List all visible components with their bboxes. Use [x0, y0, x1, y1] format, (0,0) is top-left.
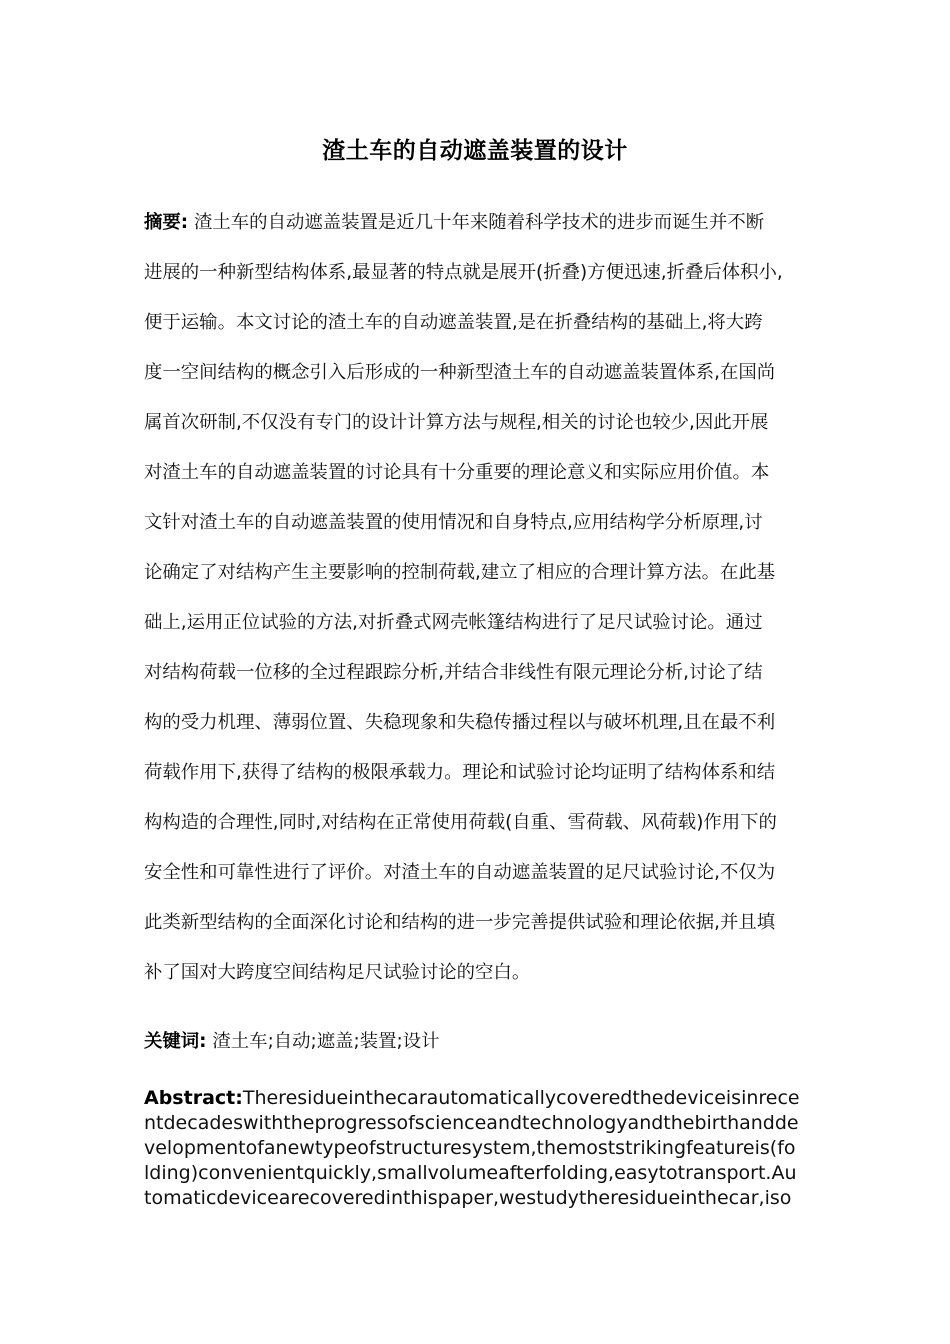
abstract-cn-line: 属首次研制,不仅没有专门的设计计算方法与规程,相关的讨论也较少,因此开展 — [144, 412, 769, 433]
abstract-cn-line: 对结构荷载一位移的全过程跟踪分析,并结合非线性有限元理论分析,讨论了结 — [144, 662, 763, 683]
abstract-en — [144, 1086, 814, 1211]
abstract-cn-line: 度一空间结构的概念引入后形成的一种新型渣土车的自动遮盖装置体系,在国尚 — [144, 362, 776, 383]
keywords — [144, 1024, 810, 1060]
abstract-en-text: Theresidueinthecarautomaticallycoveredthedeviceisinrece — [242, 1087, 800, 1109]
abstract-cn-line: 论确定了对结构产生主要影响的控制荷载,建立了相应的合理计算方法。在此基 — [144, 562, 776, 583]
abstract-cn-line: 安全性和可靠性进行了评价。对渣土车的自动遮盖装置的足尺试验讨论,不仅为 — [144, 862, 776, 883]
keywords-label: 关键词: — [144, 1031, 207, 1052]
abstract-cn-line — [144, 205, 810, 255]
abstract-cn-line: 础上,运用正位试验的方法,对折叠式网壳帐篷结构进行了足尺试验讨论。通过 — [144, 612, 763, 633]
abstract-cn-line: 构构造的合理性,同时,对结构在正常使用荷载(自重、雪荷载、风荷载)作用下的 — [144, 812, 777, 833]
abstract-cn — [144, 205, 810, 1005]
abstract-cn-line: 文针对渣土车的自动遮盖装置的使用情况和自身特点,应用结构学分析原理,讨 — [144, 512, 763, 533]
abstract-cn-line: 此类新型结构的全面深化讨论和结构的进一步完善提供试验和理论依据,并且填 — [144, 912, 776, 933]
abstract-cn-text: 渣土车的自动遮盖装置是近几十年来随着科学技术的进步而诞生并不断 — [194, 212, 765, 233]
abstract-cn-line: 补了国对大跨度空间结构足尺试验讨论的空白。 — [144, 962, 531, 983]
abstract-cn-line: 荷载作用下,获得了结构的极限承载力。理论和试验讨论均证明了结构体系和结 — [144, 762, 776, 783]
abstract-en-label: Abstract: — [144, 1087, 243, 1109]
abstract-cn-line: 对渣土车的自动遮盖装置的讨论具有十分重要的理论意义和实际应用价值。本 — [144, 462, 770, 483]
abstract-cn-line: 进展的一种新型结构体系,最显著的特点就是展开(折叠)方便迅速,折叠后体积小, — [144, 262, 783, 283]
abstract-en-line: velopmentofanewtypeofstructuresystem,themoststrikingfeatureis(fo — [144, 1137, 796, 1159]
abstract-en-line — [144, 1086, 814, 1111]
abstract-cn-line: 便于运输。本文讨论的渣土车的自动遮盖装置,是在折叠结构的基础上,将大跨 — [144, 312, 763, 333]
document-title: 渣土车的自动遮盖装置的设计 — [322, 138, 628, 164]
abstract-cn-label: 摘要: — [144, 212, 189, 233]
abstract-cn-line: 构的受力机理、薄弱位置、失稳现象和失稳传播过程以与破坏机理,且在最不利 — [144, 712, 776, 733]
abstract-en-line: lding)convenientquickly,smallvolumeafterfolding,easytotransport.Au — [144, 1162, 797, 1184]
keywords-text: 渣土车;自动;遮盖;装置;设计 — [212, 1031, 440, 1052]
abstract-en-line: ntdecadeswiththeprogressofscienceandtechnologyandthebirthandde — [144, 1112, 799, 1134]
abstract-en-line: tomaticdevicearecoveredinthispaper,westudytheresidueinthecar,iso — [144, 1187, 792, 1209]
